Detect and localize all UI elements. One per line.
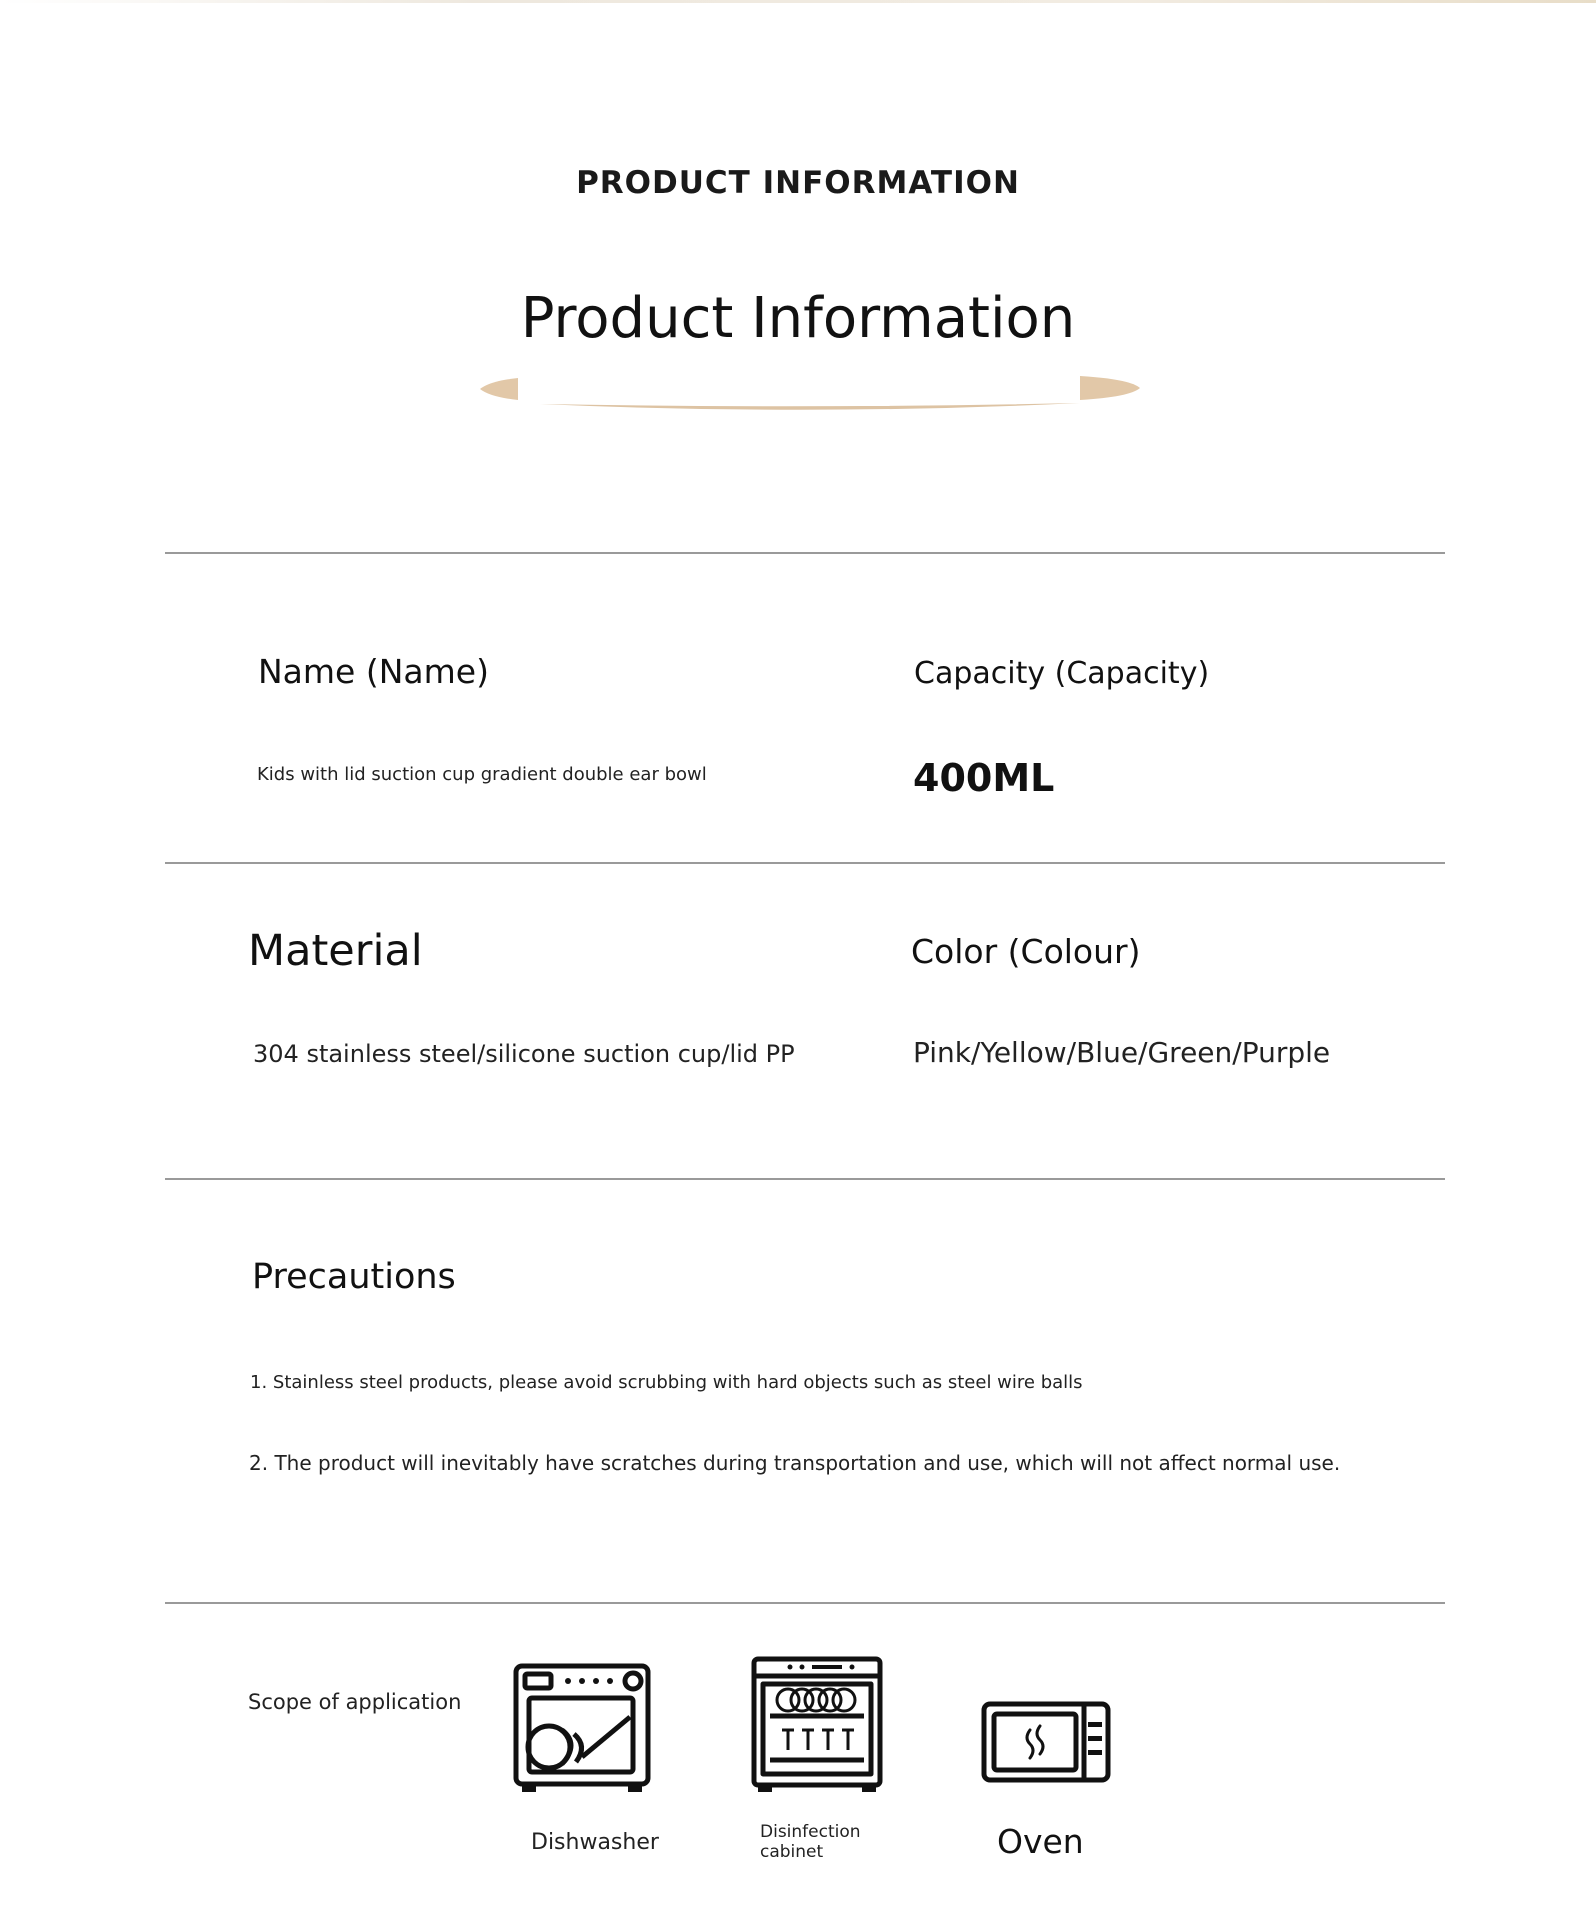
scope-item-label: Oven bbox=[997, 1822, 1084, 1861]
precaution-item: 1. Stainless steel products, please avoid scrubbing with hard objects such as steel wire balls bbox=[250, 1372, 1083, 1393]
page-title: Product Information bbox=[520, 286, 1076, 351]
material-label: Material bbox=[248, 926, 423, 976]
section-title-en: PRODUCT INFORMATION bbox=[576, 165, 1020, 201]
divider bbox=[165, 862, 1445, 864]
divider bbox=[165, 1178, 1445, 1180]
name-value: Kids with lid suction cup gradient double ear bowl bbox=[257, 764, 707, 785]
top-border bbox=[0, 0, 1596, 3]
dishwasher-icon bbox=[512, 1662, 654, 1794]
disinfection-cabinet-icon bbox=[750, 1654, 884, 1794]
precautions-title: Precautions bbox=[252, 1257, 456, 1297]
divider bbox=[165, 552, 1445, 554]
precaution-item: 2. The product will inevitably have scratches during transportation and use, which will not affect normal use. bbox=[249, 1451, 1341, 1475]
color-value: Pink/Yellow/Blue/Green/Purple bbox=[913, 1036, 1331, 1069]
scope-item-label: Disinfection cabinet bbox=[760, 1822, 861, 1862]
title-underline-ornament bbox=[480, 366, 1140, 416]
capacity-label: Capacity (Capacity) bbox=[914, 656, 1210, 691]
scope-item-label: Dishwasher bbox=[531, 1830, 659, 1855]
scope-label: Scope of application bbox=[248, 1690, 462, 1714]
microwave-oven-icon bbox=[980, 1700, 1112, 1788]
divider bbox=[165, 1602, 1445, 1604]
color-label: Color (Colour) bbox=[911, 932, 1141, 971]
name-label: Name (Name) bbox=[258, 652, 489, 691]
material-value: 304 stainless steel/silicone suction cup/lid PP bbox=[253, 1040, 795, 1068]
capacity-value: 400ML bbox=[913, 756, 1055, 800]
